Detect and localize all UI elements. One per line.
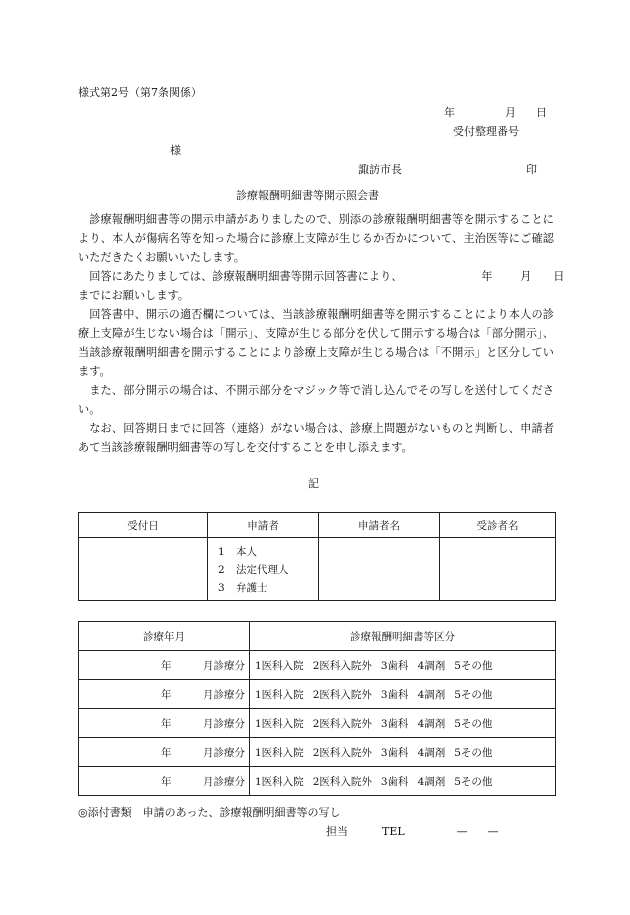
table-row <box>79 651 556 680</box>
application-table <box>78 512 556 601</box>
category-cell <box>250 767 556 796</box>
category-option[interactable]: 4調剤 <box>417 717 446 730</box>
table-row <box>79 767 556 796</box>
paragraph-deadline <box>78 267 565 286</box>
body-text <box>78 210 565 457</box>
document-title: 診療報酬明細書等開示照会書 <box>236 189 379 202</box>
applicant-name-cell[interactable] <box>319 538 440 601</box>
paragraph-partial: また、部分開示の場合は、不開示部分をマジック等で消し込んでその写しを送付してください。 <box>78 384 554 416</box>
header-applicant-name: 申請者名 <box>319 513 440 538</box>
table-row <box>79 738 556 767</box>
category-option[interactable]: 2医科入院外 <box>312 746 372 759</box>
year-label: 年 <box>444 106 455 119</box>
category-option[interactable]: 3歯科 <box>380 775 409 788</box>
category-option[interactable]: 2医科入院外 <box>312 659 372 672</box>
category-option[interactable]: 2医科入院外 <box>312 775 372 788</box>
treatment-month-cell[interactable]: 年 月診療分 <box>79 709 250 738</box>
header-patient-name: 受診者名 <box>440 513 556 538</box>
applicant-type-cell <box>208 538 319 601</box>
category-option[interactable]: 2医科入院外 <box>312 688 372 701</box>
issue-date <box>444 104 547 120</box>
paragraph-deadline-end: までにお願いします。 <box>78 289 189 302</box>
applicant-option[interactable]: 1 本人 <box>218 546 257 558</box>
day-label: 日 <box>536 106 547 119</box>
category-option[interactable]: 4調剤 <box>417 775 446 788</box>
category-option[interactable]: 3歯科 <box>380 746 409 759</box>
treatment-month-cell[interactable]: 年 月診療分 <box>79 767 250 796</box>
table-row <box>79 680 556 709</box>
deadline-text: 回答にあたりましては、診療報酬明細書等開示回答書により、 <box>89 270 403 283</box>
treatment-month-cell[interactable]: 年 月診療分 <box>79 738 250 767</box>
mayor-name: 諏訪市長 <box>358 163 402 176</box>
category-option[interactable]: 5その他 <box>454 746 493 759</box>
category-option[interactable]: 4調剤 <box>417 659 446 672</box>
addressee-suffix: 様 <box>170 144 181 157</box>
tel-dash: — <box>487 825 499 838</box>
header-applicant: 申請者 <box>208 513 319 538</box>
applicant-option[interactable]: 3 弁護士 <box>218 582 268 594</box>
category-option[interactable]: 1医科入院 <box>255 688 304 701</box>
category-option[interactable]: 4調剤 <box>417 746 446 759</box>
category-option[interactable]: 3歯科 <box>380 688 409 701</box>
deadline-month: 月 <box>520 270 532 283</box>
category-option[interactable]: 1医科入院 <box>255 717 304 730</box>
deadline-year: 年 <box>481 270 493 283</box>
attachments-note: ◎添付書類 申請のあった、診療報酬明細書等の写し <box>78 806 341 819</box>
category-cell <box>250 738 556 767</box>
form-number: 様式第2号（第7条関係） <box>78 86 202 99</box>
category-option[interactable]: 2医科入院外 <box>312 717 372 730</box>
table-row <box>79 709 556 738</box>
receipt-number-label: 受付整理番号 <box>453 125 519 138</box>
paragraph-classification: 回答書中、開示の適否欄については、当該診療報酬明細書等を開示することにより本人の診療上支障が生じない場合は「開示」、支障が生じる部分を伏して開示する場合は「部分開示」、当該診療報酬明細書を開示することにより診療上支障が生じる場合は「不開示」と区分しています。 <box>78 308 554 378</box>
receipt-date-cell[interactable] <box>79 538 208 601</box>
treatment-month-cell[interactable]: 年 月診療分 <box>79 651 250 680</box>
category-option[interactable]: 3歯科 <box>380 659 409 672</box>
header-treatment-month: 診療年月 <box>79 622 250 651</box>
treatment-month-cell[interactable]: 年 月診療分 <box>79 680 250 709</box>
category-option[interactable]: 5その他 <box>454 659 493 672</box>
contact-line <box>326 823 499 839</box>
category-option[interactable]: 1医科入院 <box>255 746 304 759</box>
category-cell <box>250 709 556 738</box>
category-option[interactable]: 1医科入院 <box>255 775 304 788</box>
deadline-day: 日 <box>553 270 565 283</box>
category-option[interactable]: 5その他 <box>454 717 493 730</box>
person-in-charge-label: 担当 <box>326 825 348 838</box>
treatment-table <box>78 621 556 796</box>
applicant-option[interactable]: 2 法定代理人 <box>218 564 289 576</box>
category-option[interactable]: 3歯科 <box>380 717 409 730</box>
header-receipt-date: 受付日 <box>79 513 208 538</box>
header-statement-category: 診療報酬明細書等区分 <box>250 622 556 651</box>
tel-dash: — <box>456 825 468 838</box>
category-option[interactable]: 4調剤 <box>417 688 446 701</box>
patient-name-cell[interactable] <box>440 538 556 601</box>
category-option[interactable]: 1医科入院 <box>255 659 304 672</box>
month-label: 月 <box>505 106 516 119</box>
category-option[interactable]: 5その他 <box>454 688 493 701</box>
seal-mark: 印 <box>526 163 537 176</box>
paragraph-no-response: なお、回答期日までに回答（連絡）がない場合は、診療上問題がないものと判断し、申請者あて当該診療報酬明細書等の写しを交付することを申し添えます。 <box>78 422 554 454</box>
ki-heading: 記 <box>308 477 319 490</box>
category-option[interactable]: 5その他 <box>454 775 493 788</box>
category-cell <box>250 651 556 680</box>
tel-label: TEL <box>382 825 405 838</box>
category-cell <box>250 680 556 709</box>
paragraph-request: 診療報酬明細書等の開示申請がありましたので、別添の診療報酬明細書等を開示することにより、本人が傷病名等を知った場合に診療上支障が生じるか否かについて、主治医等にご確認いただきたくお願いいたします。 <box>78 213 554 264</box>
